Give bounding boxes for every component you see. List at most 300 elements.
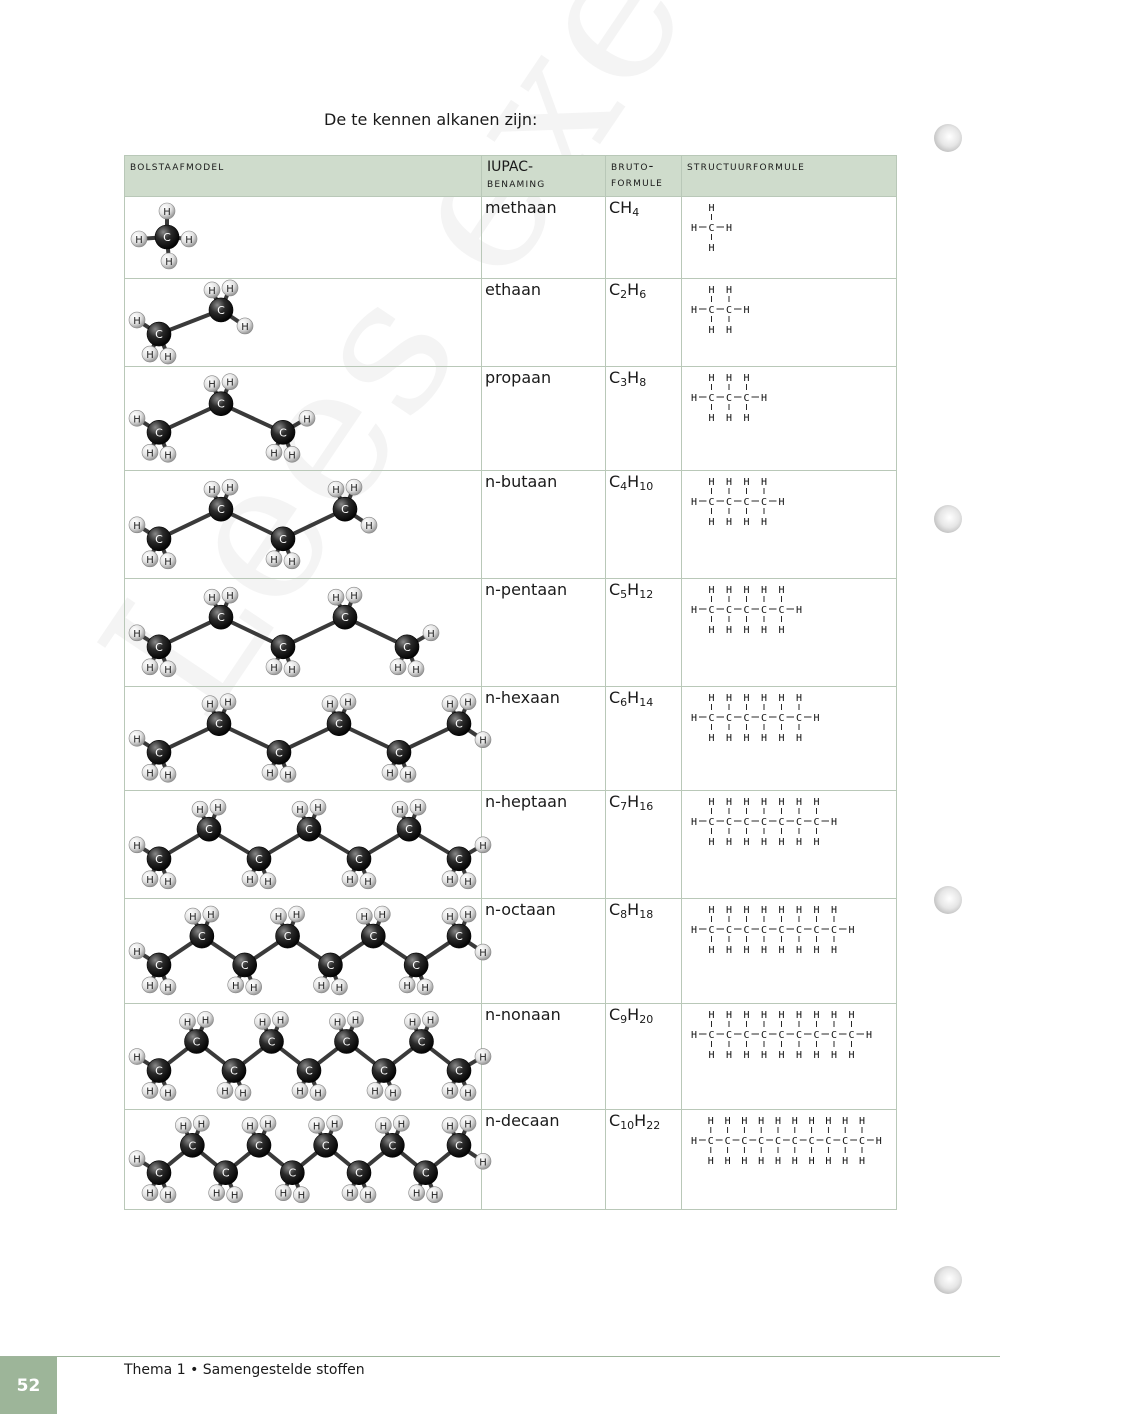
hydrogen-label: H	[690, 223, 698, 234]
iupac-name: n-butaan	[482, 471, 606, 579]
hydrogen-label: H	[760, 1010, 768, 1021]
carbon-atom	[410, 1029, 434, 1053]
carbon-atom	[333, 605, 357, 629]
carbon-atom	[147, 847, 171, 871]
svg-text:C: C	[326, 958, 335, 972]
table-row	[125, 579, 897, 687]
hydrogen-atom	[160, 1187, 176, 1203]
hydrogen-label: H	[743, 797, 750, 808]
carbon-atom	[347, 1161, 371, 1185]
hydrogen-label: H	[708, 203, 715, 214]
hydrogen-label: H	[795, 605, 803, 616]
svg-text:H: H	[146, 554, 154, 566]
svg-text:H: H	[165, 257, 173, 268]
hydrogen-label: H	[708, 1010, 715, 1021]
carbon-label: C	[813, 925, 820, 936]
svg-text:C: C	[342, 1035, 351, 1049]
svg-text:C: C	[288, 1166, 297, 1180]
svg-text:H: H	[464, 1119, 472, 1131]
carbon-atom	[147, 1161, 171, 1185]
hydrogen-label: H	[690, 497, 698, 508]
hydrogen-atom	[442, 908, 458, 924]
carbon-label: C	[842, 1136, 849, 1147]
hydrogen-atom	[180, 1013, 196, 1029]
hydrogen-label: H	[725, 1050, 733, 1061]
header-bruto: bruto- formule	[606, 156, 682, 197]
hydrogen-atom	[142, 1083, 158, 1099]
carbon-label: C	[743, 817, 750, 828]
hydrogen-label: H	[725, 517, 733, 528]
svg-text:H: H	[231, 980, 240, 992]
hydrogen-atom	[289, 906, 305, 922]
hydrogen-atom	[475, 837, 491, 853]
svg-text:C: C	[255, 1139, 263, 1153]
svg-text:H: H	[351, 1015, 360, 1027]
hydrogen-label: H	[830, 1050, 838, 1061]
hydrogen-atom	[142, 346, 158, 362]
hydrogen-atom	[292, 801, 308, 817]
carbon-label: C	[725, 1030, 733, 1041]
carbon-atom	[147, 322, 171, 346]
hydrogen-label: H	[708, 243, 715, 254]
hydrogen-label: H	[778, 905, 785, 916]
svg-text:H: H	[133, 840, 141, 852]
hydrogen-atom	[217, 1083, 233, 1099]
carbon-atom	[335, 1029, 359, 1053]
carbon-atom	[447, 1059, 471, 1083]
iupac-name: n-hexaan	[482, 687, 606, 791]
svg-text:H: H	[296, 805, 304, 817]
svg-text:H: H	[270, 448, 278, 460]
svg-text:H: H	[239, 1088, 247, 1100]
carbon-label: C	[791, 1136, 798, 1147]
table-row	[125, 279, 897, 367]
hydrogen-label: H	[778, 693, 785, 704]
svg-text:H: H	[464, 910, 472, 922]
svg-text:H: H	[344, 697, 352, 709]
hydrogen-label: H	[725, 413, 733, 424]
svg-text:H: H	[146, 768, 154, 780]
svg-text:H: H	[133, 1052, 141, 1064]
hydrogen-label: H	[813, 713, 820, 724]
structural-formula	[682, 197, 897, 279]
hydrogen-atom	[348, 1011, 364, 1027]
hydrogen-label: H	[743, 945, 750, 956]
hydrogen-atom	[284, 446, 300, 462]
svg-text:H: H	[464, 697, 472, 709]
carbon-label: C	[725, 713, 733, 724]
svg-text:C: C	[155, 640, 163, 654]
structural-formula	[682, 791, 897, 899]
hydrogen-atom	[160, 348, 176, 364]
svg-text:C: C	[369, 930, 378, 944]
hydrogen-atom	[356, 908, 372, 924]
hydrogen-label: H	[760, 797, 768, 808]
structural-formula	[682, 367, 897, 471]
hydrogen-atom	[328, 481, 344, 497]
hydrogen-label: H	[725, 625, 733, 636]
hydrogen-label: H	[690, 305, 698, 316]
svg-text:C: C	[417, 1035, 426, 1049]
svg-text:H: H	[479, 948, 487, 960]
ball-stick-model	[125, 579, 482, 687]
svg-text:H: H	[270, 554, 278, 566]
molecular-formula: $C_7H_{16}$	[606, 791, 682, 899]
hydrogen-atom	[161, 253, 177, 269]
svg-text:H: H	[276, 1015, 285, 1027]
svg-text:C: C	[155, 852, 163, 866]
carbon-label: C	[743, 925, 750, 936]
structural-formula	[682, 687, 897, 791]
hydrogen-atom	[442, 696, 458, 712]
svg-text:H: H	[446, 874, 454, 886]
hydrogen-atom	[346, 587, 362, 603]
hydrogen-label: H	[708, 585, 715, 596]
hydrogen-atom	[160, 766, 176, 782]
hydrogen-label: H	[760, 625, 768, 636]
hydrogen-atom	[342, 1185, 358, 1201]
svg-text:H: H	[412, 664, 420, 676]
hydrogen-atom	[460, 906, 476, 922]
svg-text:H: H	[246, 1121, 254, 1133]
svg-text:H: H	[364, 876, 372, 888]
hydrogen-label: H	[778, 1050, 785, 1061]
hydrogen-atom	[142, 551, 158, 567]
molecular-formula: $C_6H_{14}$	[606, 687, 682, 791]
ball-stick-model	[125, 197, 482, 279]
hydrogen-label: H	[725, 285, 733, 296]
iupac-name: n-pentaan	[482, 579, 606, 687]
ball-stick-model	[125, 1004, 487, 1110]
carbon-label: C	[708, 223, 715, 234]
hydrogen-atom	[242, 871, 258, 887]
carbon-atom	[271, 420, 295, 444]
carbon-atom	[247, 847, 271, 871]
hydrogen-label: H	[813, 1050, 820, 1061]
svg-text:H: H	[164, 664, 172, 676]
carbon-atom	[147, 740, 171, 764]
svg-text:H: H	[464, 876, 472, 888]
svg-text:H: H	[360, 912, 369, 924]
hydrogen-label: H	[795, 797, 803, 808]
carbon-label: C	[778, 605, 785, 616]
hydrogen-atom	[198, 1011, 214, 1027]
hydrogen-label: H	[743, 477, 750, 488]
hydrogen-label: H	[760, 733, 768, 744]
svg-text:H: H	[379, 1121, 388, 1133]
header-iupac: IUPAC- benaming	[482, 156, 606, 197]
structural-formula	[682, 899, 897, 1004]
hydrogen-atom	[442, 871, 458, 887]
hydrogen-label: H	[741, 1156, 748, 1167]
carbon-atom	[347, 847, 371, 871]
hydrogen-label: H	[848, 1050, 855, 1061]
hydrogen-atom	[275, 1185, 291, 1201]
hydrogen-label: H	[707, 1116, 714, 1127]
carbon-atom	[318, 953, 342, 977]
hydrogen-label: H	[758, 1156, 765, 1167]
hydrogen-label: H	[795, 1010, 803, 1021]
svg-text:H: H	[350, 591, 358, 603]
header-structuurformule: structuurformule	[682, 156, 897, 197]
svg-text:C: C	[341, 611, 349, 625]
hydrogen-label: H	[758, 1116, 765, 1127]
svg-text:H: H	[146, 448, 154, 460]
hydrogen-label: H	[808, 1156, 815, 1167]
svg-text:C: C	[192, 1035, 201, 1049]
svg-text:H: H	[396, 805, 404, 817]
svg-text:H: H	[389, 1088, 397, 1100]
hydrogen-atom	[193, 1115, 209, 1131]
svg-text:C: C	[455, 852, 463, 866]
molecular-formula: $C_2H_6$	[606, 279, 682, 367]
hydrogen-atom	[327, 1115, 343, 1131]
hydrogen-atom	[410, 799, 426, 815]
hydrogen-label: H	[778, 945, 785, 956]
svg-text:H: H	[288, 556, 296, 568]
svg-text:C: C	[305, 823, 313, 837]
hydrogen-label: H	[708, 945, 715, 956]
hydrogen-label: H	[858, 1116, 866, 1127]
svg-text:C: C	[205, 823, 213, 837]
hydrogen-atom	[273, 1011, 289, 1027]
carbon-atom	[233, 953, 257, 977]
hydrogen-atom	[129, 1151, 145, 1167]
hydrogen-label: H	[760, 1050, 768, 1061]
hydrogen-label: H	[743, 517, 750, 528]
svg-text:H: H	[197, 1119, 206, 1131]
hydrogen-atom	[129, 837, 145, 853]
svg-text:H: H	[164, 450, 172, 462]
hydrogen-atom	[460, 694, 476, 710]
hydrogen-atom	[475, 1049, 491, 1065]
svg-text:H: H	[146, 350, 154, 362]
hydrogen-label: H	[778, 585, 785, 596]
svg-text:H: H	[446, 1086, 454, 1098]
carbon-atom	[209, 298, 233, 322]
svg-text:C: C	[217, 397, 225, 411]
carbon-label: C	[725, 305, 733, 316]
hydrogen-atom	[160, 979, 176, 995]
svg-text:H: H	[146, 1188, 154, 1200]
carbon-label: C	[725, 925, 733, 936]
svg-text:H: H	[430, 1190, 439, 1202]
svg-text:C: C	[221, 1166, 230, 1180]
hydrogen-atom	[299, 410, 315, 426]
carbon-label: C	[743, 393, 750, 404]
svg-text:H: H	[226, 377, 234, 389]
svg-text:H: H	[224, 697, 232, 709]
intro-text: De te kennen alkanen zijn:	[324, 110, 538, 129]
hydrogen-label: H	[725, 733, 733, 744]
svg-text:H: H	[146, 980, 154, 992]
carbon-label: C	[708, 393, 715, 404]
hydrogen-atom	[293, 1187, 309, 1203]
svg-text:H: H	[164, 876, 172, 888]
carbon-atom	[180, 1133, 204, 1157]
svg-text:H: H	[146, 874, 154, 886]
molecular-formula: $C_{10}H_{22}$	[606, 1110, 682, 1210]
hydrogen-atom	[409, 1185, 425, 1201]
svg-text:H: H	[421, 982, 429, 994]
svg-text:H: H	[164, 770, 172, 782]
carbon-atom	[395, 635, 419, 659]
svg-text:H: H	[346, 1188, 354, 1200]
carbon-label: C	[724, 1136, 731, 1147]
hydrogen-atom	[284, 661, 300, 677]
hydrogen-label: H	[760, 393, 768, 404]
svg-text:H: H	[164, 1190, 172, 1202]
hydrogen-atom	[222, 479, 238, 495]
svg-text:C: C	[198, 930, 206, 944]
carbon-atom	[271, 527, 295, 551]
hydrogen-label: H	[808, 1116, 815, 1127]
svg-text:H: H	[332, 593, 340, 605]
svg-text:H: H	[365, 521, 373, 533]
svg-text:H: H	[335, 982, 344, 994]
table-row	[125, 1110, 897, 1210]
hydrogen-atom	[255, 1013, 271, 1029]
svg-text:H: H	[479, 1052, 487, 1064]
svg-text:H: H	[446, 699, 454, 711]
hydrogen-atom	[382, 764, 398, 780]
svg-text:C: C	[405, 823, 413, 837]
svg-text:H: H	[426, 1015, 435, 1027]
carbon-atom	[147, 635, 171, 659]
svg-text:C: C	[240, 958, 249, 972]
carbon-label: C	[708, 1030, 715, 1041]
svg-text:H: H	[196, 805, 204, 817]
hydrogen-label: H	[725, 1010, 733, 1021]
svg-text:C: C	[163, 231, 171, 244]
hydrogen-label: H	[760, 837, 768, 848]
carbon-atom	[147, 1059, 171, 1083]
carbon-atom	[447, 1133, 471, 1157]
svg-text:H: H	[378, 910, 387, 922]
carbon-atom	[190, 924, 214, 948]
svg-text:H: H	[164, 556, 172, 568]
svg-text:C: C	[305, 1064, 313, 1078]
svg-text:C: C	[155, 746, 163, 760]
hydrogen-atom	[181, 231, 197, 247]
svg-text:H: H	[189, 912, 197, 924]
hydrogen-label: H	[725, 477, 733, 488]
carbon-atom	[297, 817, 321, 841]
hydrogen-label: H	[774, 1156, 782, 1167]
molecular-formula: $C_5H_{12}$	[606, 579, 682, 687]
carbon-label: C	[758, 1136, 765, 1147]
carbon-atom	[185, 1029, 209, 1053]
svg-text:C: C	[217, 611, 225, 625]
svg-text:H: H	[314, 1088, 322, 1100]
svg-text:H: H	[346, 874, 354, 886]
carbon-label: C	[708, 925, 715, 936]
hydrogen-label: H	[743, 373, 750, 384]
hydrogen-label: H	[708, 905, 715, 916]
hydrogen-label: H	[795, 837, 803, 848]
svg-text:H: H	[397, 1119, 406, 1131]
hydrogen-atom	[408, 661, 424, 677]
svg-text:C: C	[421, 1166, 430, 1180]
hydrogen-atom	[427, 1187, 443, 1203]
hydrogen-label: H	[724, 1156, 731, 1167]
svg-text:C: C	[155, 1166, 163, 1180]
ball-stick-model	[125, 367, 482, 471]
hydrogen-label: H	[813, 945, 820, 956]
hydrogen-label: H	[690, 1136, 698, 1147]
svg-text:H: H	[185, 235, 193, 246]
hydrogen-label: H	[690, 713, 698, 724]
carbon-atom	[222, 1059, 246, 1083]
svg-text:H: H	[133, 316, 141, 328]
table-row	[125, 367, 897, 471]
hydrogen-label: H	[708, 373, 715, 384]
carbon-label: C	[760, 817, 768, 828]
svg-text:H: H	[146, 1086, 154, 1098]
hydrogen-label: H	[778, 1010, 785, 1021]
svg-text:H: H	[446, 1121, 454, 1133]
hydrogen-label: H	[743, 837, 750, 848]
ball-stick-model	[125, 1110, 487, 1210]
hydrogen-label: H	[743, 305, 750, 316]
table-row	[125, 1004, 897, 1110]
carbon-atom	[260, 1029, 284, 1053]
hydrogen-atom	[204, 481, 220, 497]
hydrogen-atom	[159, 203, 175, 219]
hydrogen-atom	[390, 659, 406, 675]
svg-text:C: C	[217, 303, 225, 317]
table-row	[125, 791, 897, 899]
hydrogen-label: H	[760, 945, 768, 956]
hydrogen-label: H	[795, 905, 803, 916]
svg-text:H: H	[208, 285, 216, 297]
molecular-formula: $C_8H_{18}$	[606, 899, 682, 1004]
carbon-label: C	[858, 1136, 866, 1147]
hydrogen-atom	[292, 1083, 308, 1099]
svg-text:H: H	[208, 593, 216, 605]
svg-text:H: H	[133, 734, 141, 746]
carbon-atom	[327, 712, 351, 736]
hydrogen-label: H	[813, 837, 820, 848]
svg-text:H: H	[133, 414, 141, 426]
hydrogen-label: H	[690, 925, 698, 936]
hydrogen-atom	[260, 873, 276, 889]
svg-text:H: H	[206, 699, 214, 711]
hydrogen-label: H	[795, 733, 803, 744]
svg-text:H: H	[312, 1121, 321, 1133]
hydrogen-label: H	[743, 693, 750, 704]
hydrogen-label: H	[743, 413, 750, 424]
hydrogen-atom	[310, 799, 326, 815]
hydrogen-atom	[227, 1187, 243, 1203]
svg-text:C: C	[341, 503, 349, 517]
hydrogen-label: H	[760, 693, 768, 704]
hydrogen-label: H	[725, 373, 733, 384]
svg-text:H: H	[246, 874, 254, 886]
hydrogen-atom	[330, 1013, 346, 1029]
svg-text:C: C	[380, 1064, 388, 1078]
svg-text:C: C	[155, 328, 163, 342]
svg-text:C: C	[230, 1064, 238, 1078]
carbon-atom	[447, 924, 471, 948]
hydrogen-atom	[160, 873, 176, 889]
table-row	[125, 899, 897, 1004]
hydrogen-label: H	[724, 1116, 731, 1127]
svg-text:C: C	[279, 640, 287, 654]
hydrogen-atom	[175, 1117, 191, 1133]
carbon-atom	[280, 1161, 304, 1185]
hydrogen-atom	[160, 1085, 176, 1101]
